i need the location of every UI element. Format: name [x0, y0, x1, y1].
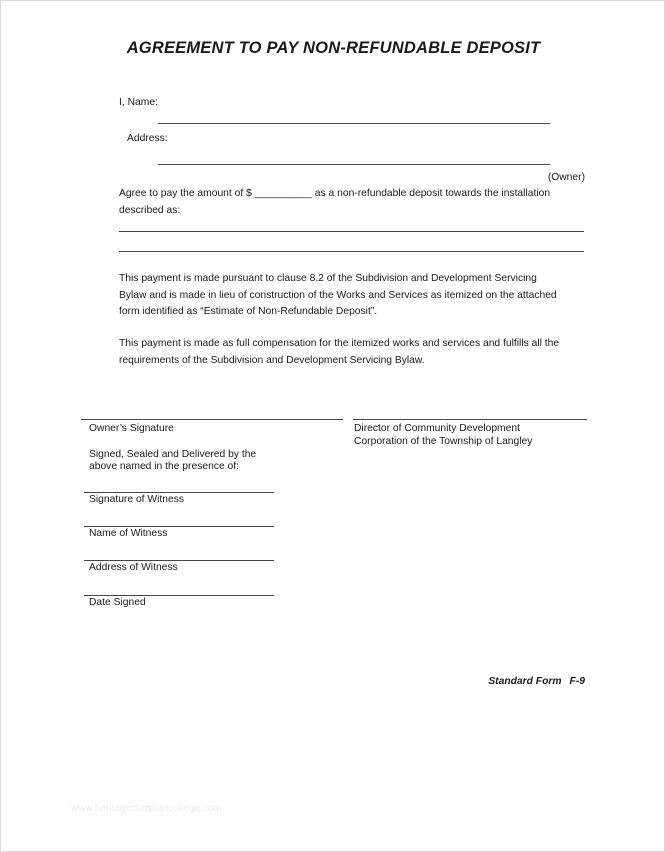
address-line[interactable] [158, 164, 550, 165]
agree-line-2: described as: [119, 205, 181, 216]
director-label-line-2: Corporation of the Township of Langley [354, 436, 533, 447]
form-footer [488, 676, 585, 687]
payment-clause-paragraph [119, 271, 599, 321]
agree-line-1: Agree to pay the amount of $ __________ as a non-refundable deposit towards the installation [119, 188, 551, 199]
compensation-paragraph [119, 336, 599, 369]
form-number: F-9 [569, 676, 585, 687]
paragraph1-line: Bylaw and is made in lieu of construction of the Works and Services as itemized on the attached [119, 289, 557, 301]
paragraph2-line: This payment is made as full compensation for the itemized works and services and fulfills all the [119, 338, 560, 349]
witness-address-label: Address of Witness [89, 562, 178, 573]
description-line-2[interactable] [119, 251, 584, 252]
paragraph2-line: requirements of the Subdivision and Development Servicing Bylaw. [119, 354, 425, 366]
date-signed-label: Date Signed [89, 597, 146, 608]
director-label-line-1: Director of Community Development [354, 423, 520, 434]
name-line[interactable] [158, 123, 550, 124]
witness-name-label: Name of Witness [89, 528, 168, 539]
witness-signature-label: Signature of Witness [89, 494, 185, 505]
signed-sealed-line-1: Signed, Sealed and Delivered by the [89, 449, 257, 460]
owner-signature-line[interactable] [81, 419, 343, 420]
name-label: I, Name: [119, 97, 158, 108]
signed-sealed-line-2: above named in the presence of: [89, 461, 239, 472]
address-label: Address: [127, 133, 168, 144]
owner-label: (Owner) [547, 172, 585, 183]
watermark: www.heritagechristiancollege.com [71, 803, 222, 814]
document-title: AGREEMENT TO PAY NON-REFUNDABLE DEPOSIT [126, 39, 541, 57]
description-line-1[interactable] [119, 231, 584, 232]
owner-signature-label: Owner’s Signature [89, 423, 174, 434]
director-signature-line[interactable] [353, 419, 587, 420]
paragraph1-line: form identified as “Estimate of Non-Refundable Deposit”. [119, 306, 378, 317]
paragraph1-line: This payment is made pursuant to clause 8.2 of the Subdivision and Development Servicing [119, 273, 537, 284]
form-label: Standard Form [488, 676, 562, 687]
